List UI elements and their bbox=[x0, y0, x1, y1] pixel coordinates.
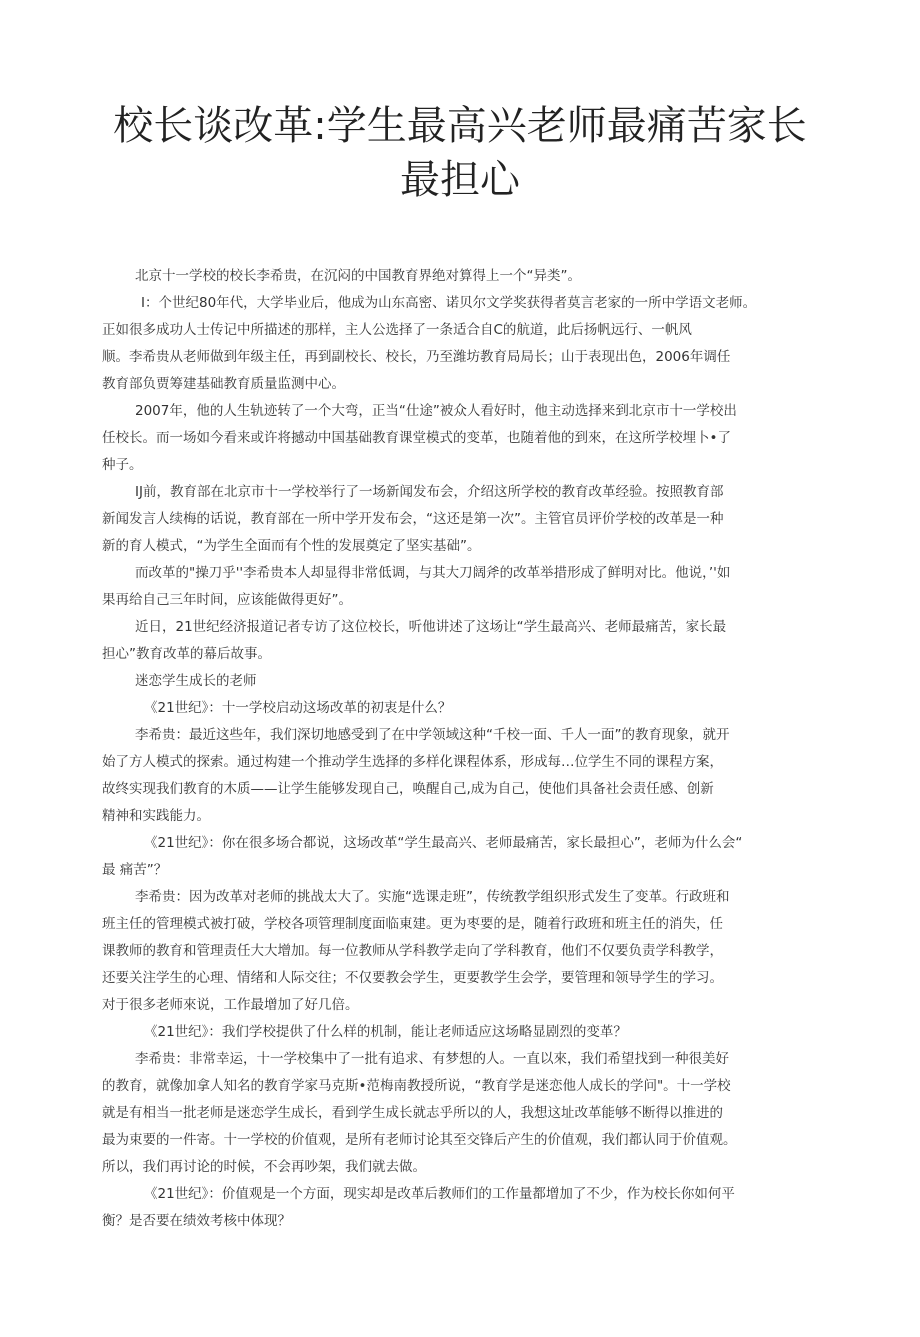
text-line-9: IJ前，教育部在北京市十一学校举行了一场新闻发布会，介绍这所学校的教育改革经验。按照教育部 bbox=[135, 484, 724, 500]
text-line-25: 班主任的管理模式被打破，学校各项管理制度面临東建。更为枣要的是，随着行政班和班主任的消失，任 bbox=[102, 916, 723, 932]
text-line-5: 教育部负贾筹建基础教育质量监测中心。 bbox=[102, 376, 345, 392]
text-line-11: 新的育人模式，“为学生全面而有个性的发展奠定了坚实基础”。 bbox=[102, 538, 481, 554]
text-line-21: 精神和实践能力。 bbox=[102, 808, 210, 824]
text-line-8: 种子。 bbox=[102, 457, 143, 473]
text-line-19: 始了方人模式的探索。通过构建一个推动学生选择的多样化课程体系，形成每…位学生不同的课程方案， bbox=[102, 754, 723, 770]
text-line-14: 近日，21世纪经济报道记者专访了这位校长，听他讲述了这场让“学生最高兴、老师最痛苦，家长最 bbox=[135, 619, 727, 635]
text-line-34: 所以，我们再讨论的时候，不会再吵架，我们就去做。 bbox=[102, 1159, 426, 1175]
title-line-2: 最担心 bbox=[400, 156, 520, 203]
text-line-22: 《21世纪》：你在很多场合都说，这场改革“学生最高兴、老师最痛苦，家长最担心”，老师为什么会“ bbox=[144, 835, 743, 851]
text-line-12: 而改革的"操刀乎''李希贵本人却显得非常低调，与其大刀阔斧的改革举措形成了鲜明对比。他说，’'如 bbox=[135, 565, 731, 581]
text-line-6: 2007年，他的人生轨迹转了一个大弯，正当“仕途”被众人看好时，他主动选择来到北京市十一学校出 bbox=[135, 403, 737, 419]
text-line-24: 李希贵：因为改革对老师的挑战太大了。实施“选课走班”，传统教学组织形式发生了变革。行政班和 bbox=[135, 889, 730, 905]
text-line-31: 的教育，就像加拿人知名的教育学家马克斯•范梅南教授所说，“教育学是迷恋他人成长的学问"。十一学校 bbox=[102, 1078, 731, 1094]
text-line-2: I：个世纪80年代，大学毕业后，他成为山东高密、诺贝尔文学奖获得者莫言老家的一所中学语文老师。 bbox=[141, 295, 757, 311]
text-line-1: 北京十一学校的校长李希贵，在沉闷的中国教育界绝对算得上一个“异类”。 bbox=[135, 268, 581, 284]
text-line-32: 就是有相当一批老师是迷恋学生成长，看到学生成长就志乎所以的人，我想这址改革能够不断得以推进的 bbox=[102, 1105, 723, 1121]
text-line-35: 《21世纪》：价值观是一个方面，现实却是改革后教师们的工作量都增加了不少，作为校长你如何平 bbox=[144, 1186, 735, 1202]
page-title bbox=[60, 99, 860, 207]
text-line-20: 故终实现我们教育的木质——让学生能够发现自己，唤醒自己,成为自己，使他们具备社会责任感、创新 bbox=[102, 781, 714, 797]
text-line-30: 李希贵：非常幸运，十一学校集中了一批有追求、有梦想的人。一直以來，我们希望找到一种很美好 bbox=[135, 1051, 729, 1067]
text-line-36: 衡？是否要在绩效考核中体现？ bbox=[102, 1213, 291, 1229]
title-line-1: 校长谈改革:学生最高兴老师最痛苦家长 bbox=[113, 102, 807, 149]
text-line-23: 最 痛苦”？ bbox=[102, 862, 168, 878]
text-line-7: 任校长。而一场如今看来或许将撼动中国基础教育课堂模式的变革，也随着他的到來，在这所学校埋卜•了 bbox=[102, 430, 731, 446]
text-line-4: 顺。李希贵从老师做到年级主任，再到副校长、校长，乃至潍坊教育局局长；山于表现出色，2006年调任 bbox=[102, 349, 731, 365]
text-line-29: 《21世纪》：我们学校提供了什么样的机制，能让老师适应这场略显剧烈的变革？ bbox=[144, 1024, 627, 1040]
text-line-3: 正如很多成功人士传记中所描述的那样，主人公选择了一条适合自C的航道，此后扬帆远行、一帆风 bbox=[102, 322, 692, 338]
text-line-15: 担心”教育改革的幕后故事。 bbox=[102, 646, 271, 662]
text-line-27: 还要关注学生的心理、情绪和人际交往；不仅要教会学生，更要教学生会学，要管理和领导学生的学习。 bbox=[102, 970, 723, 986]
text-line-13: 果再给自己三年时间，应该能做得更好”。 bbox=[102, 592, 352, 608]
text-line-18: 李希贵：最近这些年，我们深切地感受到了在中学领域这种“千校一面、千人一面”的教育现象，就开 bbox=[135, 727, 730, 743]
text-line-10: 新闻发言人续梅的话说，教育部在一所中学开发布会，“这还是第一次”。主管官员评价学校的改革是一种 bbox=[102, 511, 724, 527]
text-line-26: 课教师的教育和管理责任大大增加。每一位教师从学科教学走向了学科教育，他们不仅要负责学科教学， bbox=[102, 943, 723, 959]
text-line-33: 最为束要的一件寄。十一学校的价值观，是所有老师讨论其至交锋后产生的价值观，我们都认同于价值观。 bbox=[102, 1132, 737, 1148]
text-line-17: 《21世纪》：十一学校启动这场改革的初衷是什么？ bbox=[144, 700, 452, 716]
section-heading: 迷恋学生成长的老师 bbox=[135, 673, 257, 689]
text-line-28: 对于很多老师來说，工作最增加了好几倍。 bbox=[102, 997, 359, 1013]
